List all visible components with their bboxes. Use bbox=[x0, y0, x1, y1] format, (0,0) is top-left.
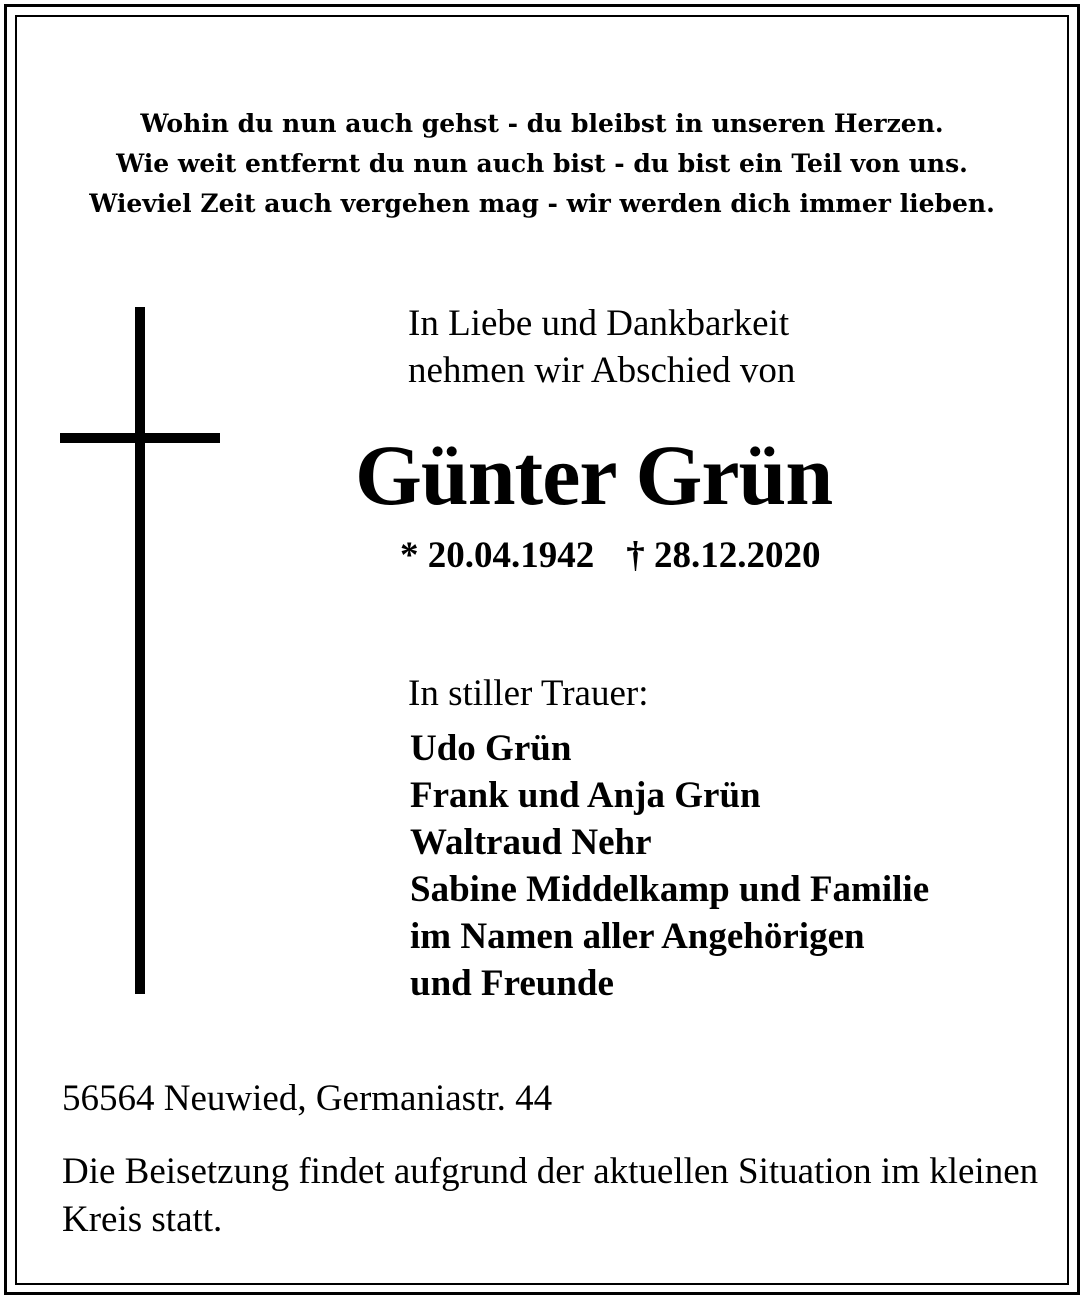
mourner-name: und Freunde bbox=[410, 963, 614, 1004]
motto-line: Wieviel Zeit auch vergehen mag - wir werden dich immer lieben. bbox=[89, 189, 995, 218]
intro-line: nehmen wir Abschied von bbox=[408, 350, 796, 391]
mourning-label: In stiller Trauer: bbox=[408, 673, 649, 714]
mourners-list bbox=[410, 725, 929, 1007]
intro-line: In Liebe und Dankbarkeit bbox=[408, 303, 790, 344]
cross-icon-vertical-bar bbox=[135, 307, 145, 994]
burial-notice: Die Beisetzung findet aufgrund der aktuellen Situation im kleinen Kreis statt. bbox=[62, 1151, 1039, 1240]
deceased-name: Günter Grün bbox=[355, 427, 833, 523]
cross-icon-horizontal-bar bbox=[60, 433, 220, 443]
mourner-name: Frank und Anja Grün bbox=[410, 775, 761, 816]
motto-line: Wohin du nun auch gehst - du bleibst in unseren Herzen. bbox=[140, 109, 944, 138]
mourner-name: Udo Grün bbox=[410, 728, 572, 769]
motto-line: Wie weit entfernt du nun auch bist - du bist ein Teil von uns. bbox=[116, 149, 968, 178]
birth-date: * 20.04.1942 bbox=[400, 535, 595, 576]
mourner-name: Waltraud Nehr bbox=[410, 822, 652, 863]
intro-text bbox=[408, 300, 795, 394]
address: 56564 Neuwied, Germaniastr. 44 bbox=[62, 1078, 553, 1119]
death-date: † 28.12.2020 bbox=[626, 535, 821, 576]
motto bbox=[40, 104, 1044, 224]
mourner-name: Sabine Middelkamp und Familie bbox=[410, 869, 930, 910]
mourner-name: im Namen aller Angehörigen bbox=[410, 916, 865, 957]
life-dates bbox=[400, 532, 821, 580]
